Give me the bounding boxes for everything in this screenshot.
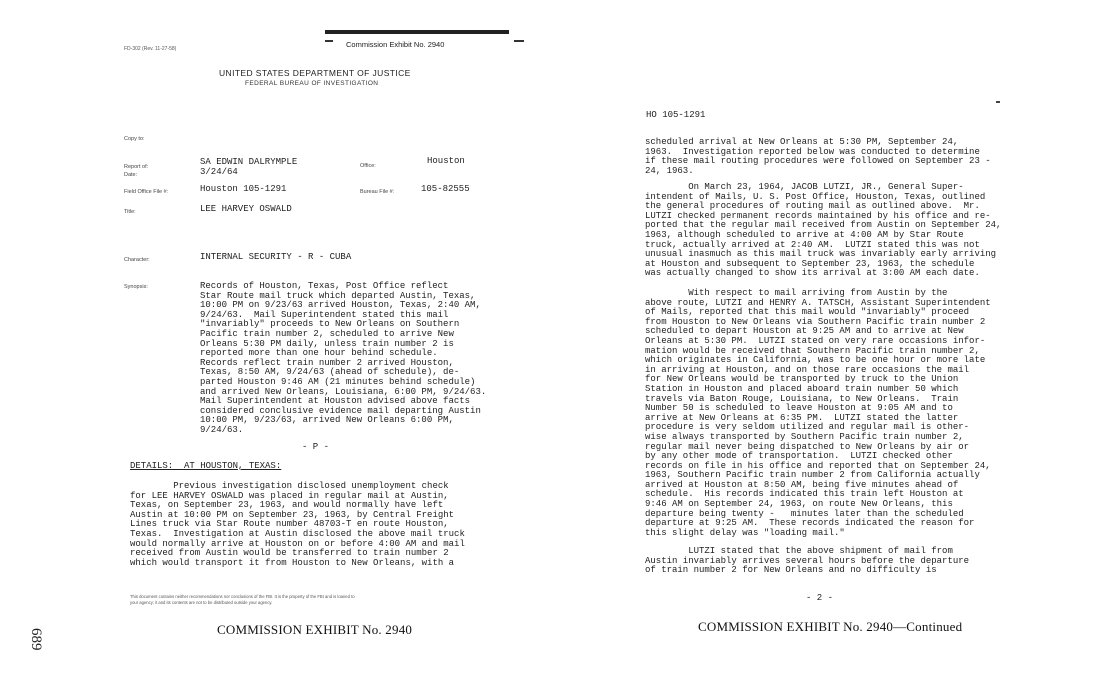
label-date: Date: bbox=[124, 172, 138, 178]
text-line: was actually changed to show its arrival at 3:00 AM each date. bbox=[645, 268, 980, 279]
text-line: wise always transported by Southern Pacific train number 2, bbox=[645, 431, 964, 442]
text-line: unusual inasmuch as this mail truck was invariably early arriving bbox=[645, 249, 997, 260]
exhibit-label: Commission Exhibit No. 2940 bbox=[346, 40, 445, 49]
label-field-office-file: Field Office File #: bbox=[124, 189, 169, 195]
details-line: received from Austin would be transferred to train number 2 bbox=[130, 548, 449, 559]
right-para-4 bbox=[645, 547, 969, 576]
details-line: Austin at 10:00 PM on September 23, 1963, by Central Freight bbox=[130, 509, 455, 520]
text-line: regular mail never being dispatched to New Orleans by air or bbox=[645, 441, 970, 452]
corner-mark bbox=[996, 101, 1000, 103]
synopsis-line: 9/24/63. bbox=[200, 424, 244, 435]
text-line: the general procedures of routing mail as outlined above. Mr. bbox=[645, 201, 980, 212]
text-line: arrive at New Orleans at 6:35 PM. LUTZI stated the latter bbox=[645, 412, 959, 423]
footer-note-line-1: This document contains neither recommendations nor conclusions of the FBI. It is the property of the FBI and is loaned to bbox=[130, 594, 355, 599]
synopsis-line: Records reflect train number 2 arrived Houston, bbox=[200, 357, 454, 368]
synopsis-line: Mail Superintendent at Houston advised above facts bbox=[200, 396, 471, 407]
right-para-2 bbox=[645, 183, 1001, 279]
top-rule-mark bbox=[514, 40, 524, 42]
label-character: Character: bbox=[124, 257, 150, 263]
text-line: Orleans at 5:30 PM. LUTZI stated on very rare occasions infor- bbox=[645, 335, 986, 346]
details-block bbox=[130, 482, 465, 568]
value-report-of: SA EDWIN DALRYMPLE bbox=[200, 157, 298, 167]
exhibit-caption-right: COMMISSION EXHIBIT No. 2940—Continued bbox=[698, 619, 963, 634]
text-line: if these mail routing procedures were followed on September 23 - bbox=[645, 156, 991, 167]
details-line: Texas, on September 23, 1963, and would normally have left bbox=[130, 500, 444, 511]
text-line: 9:46 AM on September 24, 1963, on route New Orleans, this bbox=[645, 499, 953, 510]
bureau-heading: FEDERAL BUREAU OF INVESTIGATION bbox=[245, 80, 379, 87]
synopsis-line: and arrived New Orleans, Louisiana, 6:00 PM, 9/24/63. bbox=[200, 386, 487, 397]
text-line: 1963, although scheduled to arrive at 4:00 AM by Star Route bbox=[645, 229, 964, 240]
top-rule-mark-left bbox=[325, 40, 333, 42]
text-line: 1963. Investigation reported below was conducted to determine bbox=[645, 146, 980, 157]
synopsis-line: Texas, 8:50 AM, 9/24/63 (ahead of schedule), de- bbox=[200, 367, 460, 378]
value-date: 3/24/64 bbox=[200, 167, 238, 177]
label-bureau-file: Bureau File #: bbox=[360, 189, 395, 195]
details-line: Lines truck via Star Route number 48703-T en route Houston, bbox=[130, 519, 449, 530]
label-office: Office: bbox=[360, 163, 376, 169]
text-line: of train number 2 for New Orleans and no difficulty is bbox=[645, 565, 937, 576]
side-page-number: 689 bbox=[28, 628, 44, 651]
right-para-1 bbox=[645, 138, 991, 176]
text-line: Station in Houston and placed aboard train number 50 which bbox=[645, 383, 959, 394]
synopsis-line: parted Houston 9:46 AM (21 minutes behind schedule) bbox=[200, 376, 476, 387]
right-para-3 bbox=[645, 289, 991, 538]
synopsis-line: 10:00 PM on 9/23/63 arrived Houston, Texas, 2:40 AM, bbox=[200, 300, 481, 311]
text-line: scheduled to depart Houston at 9:25 AM and to arrive at New bbox=[645, 326, 964, 337]
text-line: On March 23, 1964, JACOB LUTZI, JR., General Super- bbox=[645, 182, 964, 192]
synopsis-line: "invariably" proceeds to New Orleans on Southern bbox=[200, 319, 460, 330]
text-line: in arriving at Houston, and on those rare occasions the mail bbox=[645, 364, 970, 375]
synopsis-line: Pacific train number 2, scheduled to arrive New bbox=[200, 328, 454, 339]
text-line: Austin invariably arrives several hours before the departure bbox=[645, 555, 970, 566]
label-title: Title: bbox=[124, 209, 136, 215]
file-number: HO 105-1291 bbox=[646, 110, 706, 120]
text-line: truck, actually arrived at 2:40 AM. LUTZI stated this was not bbox=[645, 239, 980, 250]
value-title: LEE HARVEY OSWALD bbox=[200, 204, 292, 214]
details-line: which would transport it from Houston to New Orleans, with a bbox=[130, 557, 455, 568]
text-line: this slight delay was "loading mail." bbox=[645, 527, 845, 538]
synopsis-line: considered conclusive evidence mail departing Austin bbox=[200, 405, 481, 416]
value-field-office-file: Houston 105-1291 bbox=[200, 184, 287, 194]
value-character: INTERNAL SECURITY - R - CUBA bbox=[200, 252, 352, 262]
page-marker-left: - P - bbox=[302, 442, 330, 452]
text-line: procedure is very seldom utilized and regular mail is other- bbox=[645, 422, 970, 433]
top-rule-bar bbox=[325, 30, 509, 34]
text-line: above route, LUTZI and HENRY A. TATSCH, Assistant Superintendent bbox=[645, 297, 991, 308]
value-office: Houston bbox=[427, 156, 465, 166]
synopsis-line: Orleans 5:30 PM daily, unless train number 2 is bbox=[200, 338, 454, 349]
details-heading: DETAILS: AT HOUSTON, TEXAS: bbox=[130, 461, 282, 471]
exhibit-caption-left: COMMISSION EXHIBIT No. 2940 bbox=[217, 622, 413, 637]
synopsis-line: Records of Houston, Texas, Post Office reflect bbox=[200, 281, 449, 291]
text-line: Number 50 is scheduled to leave Houston at 9:05 AM and to bbox=[645, 403, 953, 414]
synopsis-line: 10:00 PM, 9/23/63, arrived New Orleans 6:00 PM, bbox=[200, 415, 454, 426]
page-marker-right: - 2 - bbox=[806, 593, 834, 603]
text-line: records on file in his office and reported that on September 24, bbox=[645, 460, 991, 471]
text-line: by any other mode of transportation. LUTZI checked other bbox=[645, 451, 953, 462]
text-line: intendent of Mails, U. S. Post Office, Houston, Texas, outlined bbox=[645, 191, 986, 202]
text-line: scheduled arrival at New Orleans at 5:30 PM, September 24, bbox=[645, 137, 959, 147]
text-line: of Mails, reported that this mail would "invariably" proceed bbox=[645, 307, 970, 318]
synopsis-line: reported more than one hour behind schedule. bbox=[200, 348, 438, 359]
label-copy-to: Copy to: bbox=[124, 136, 145, 142]
text-line: for New Orleans would be transported by truck to the Union bbox=[645, 374, 959, 385]
text-line: travels via Baton Rouge, Louisiana, to New Orleans. Train bbox=[645, 393, 959, 404]
synopsis-line: 9/24/63. Mail Superintendent stated this mail bbox=[200, 309, 449, 320]
text-line: arrived at Houston at 8:50 AM, being five minutes ahead of bbox=[645, 479, 959, 490]
text-line: mation would be received that Southern Pacific train number 2, bbox=[645, 345, 980, 356]
details-line: for LEE HARVEY OSWALD was placed in regular mail at Austin, bbox=[130, 490, 449, 501]
synopsis-line: Star Route mail truck which departed Austin, Texas, bbox=[200, 290, 476, 301]
text-line: ported that the regular mail received from Austin on September 24, bbox=[645, 220, 1002, 231]
text-line: LUTZI stated that the above shipment of mail from bbox=[645, 546, 953, 556]
footer-note-line-2: your agency; it and its contents are not to be distributed outside your agency. bbox=[130, 600, 273, 605]
text-line: departure being twenty - minutes later than the scheduled bbox=[645, 508, 964, 519]
text-line: 24, 1963. bbox=[645, 165, 694, 176]
text-line: departure at 9:25 AM. These records indicated the reason for bbox=[645, 518, 975, 529]
value-bureau-file: 105-82555 bbox=[421, 184, 470, 194]
text-line: 1963, Southern Pacific train number 2 from California actually bbox=[645, 470, 980, 481]
text-line: With respect to mail arriving from Austin by the bbox=[645, 288, 948, 298]
details-line: Previous investigation disclosed unemployment check bbox=[130, 481, 449, 491]
form-code: FD-302 (Rev. 11-27-58) bbox=[124, 46, 177, 52]
department-heading: UNITED STATES DEPARTMENT OF JUSTICE bbox=[219, 68, 411, 78]
text-line: at Houston and subsequent to September 23, 1963, the schedule bbox=[645, 258, 975, 269]
text-line: LUTZI checked permanent records maintained by his office and re- bbox=[645, 210, 991, 221]
synopsis-block bbox=[200, 282, 486, 436]
text-line: from Houston to New Orleans via Southern Pacific train number 2 bbox=[645, 316, 986, 327]
text-line: schedule. His records indicated this train left Houston at bbox=[645, 489, 964, 500]
details-line: Texas. Investigation at Austin disclosed the above mail truck bbox=[130, 528, 465, 539]
label-report-of: Report of: bbox=[124, 164, 149, 170]
label-synopsis: Synopsis: bbox=[124, 284, 148, 290]
text-line: which originates in California, was to be one hour or more late bbox=[645, 355, 986, 366]
details-line: would normally arrive at Houston on or before 4:00 AM and mail bbox=[130, 538, 465, 549]
